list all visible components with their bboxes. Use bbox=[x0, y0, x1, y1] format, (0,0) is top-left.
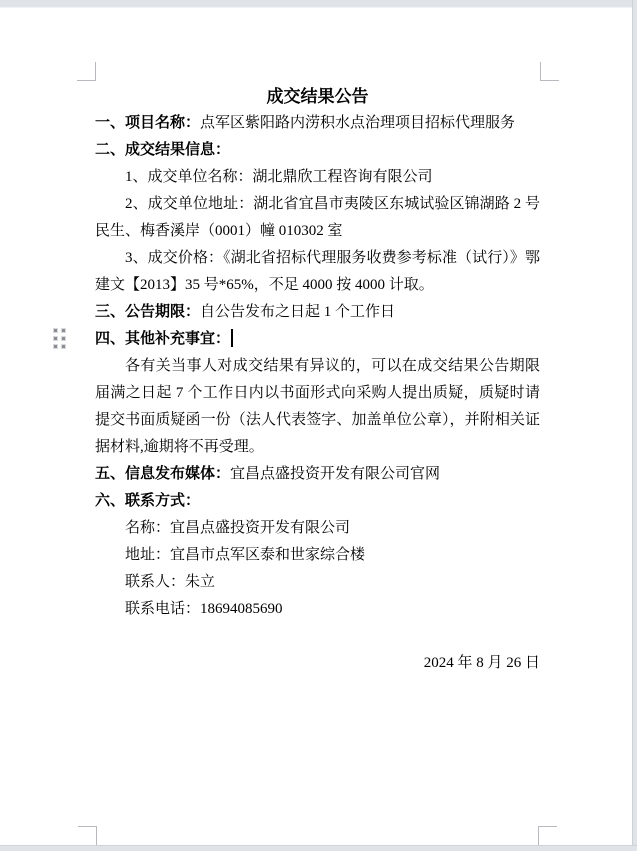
paragraph-contact-address[interactable] bbox=[95, 542, 540, 569]
paragraph-winner-address[interactable] bbox=[95, 191, 540, 245]
paragraph-drag-handle-icon[interactable] bbox=[54, 329, 65, 348]
drag-dot bbox=[54, 329, 57, 332]
section-text: 点军区紫阳路内涝积水点治理项目招标代理服务 bbox=[200, 115, 516, 131]
section-text: 自公告发布之日起 1 个工作日 bbox=[200, 304, 396, 320]
paragraph-contact-person[interactable] bbox=[95, 569, 540, 596]
paragraph-objection-instructions[interactable] bbox=[95, 353, 540, 461]
section-text: 联系电话：18694085690 bbox=[125, 601, 283, 617]
section-label: 二、成交结果信息： bbox=[95, 142, 231, 158]
drag-dot bbox=[54, 337, 57, 340]
section-text: 地址：宜昌市点军区泰和世家综合楼 bbox=[125, 547, 366, 563]
drag-dot bbox=[54, 345, 57, 348]
section-label: 四、其他补充事宜： bbox=[95, 331, 231, 347]
document-date[interactable]: 2024 年 8 月 26 日 bbox=[423, 655, 540, 671]
section-text: 1、成交单位名称：湖北鼎欣工程咨询有限公司 bbox=[125, 169, 433, 185]
paragraph-contact-heading[interactable] bbox=[95, 488, 540, 515]
paragraph-deal-price[interactable] bbox=[95, 245, 540, 299]
section-label: 一、项目名称： bbox=[95, 115, 201, 131]
paragraph-winner-name[interactable] bbox=[95, 164, 540, 191]
paragraph-project-name[interactable] bbox=[95, 110, 540, 137]
top-chrome-band bbox=[0, 0, 637, 8]
paragraph-result-info-heading[interactable] bbox=[95, 137, 540, 164]
paragraph-contact-phone[interactable] bbox=[95, 596, 540, 623]
text-boundary-mark-top-left bbox=[77, 62, 96, 81]
text-caret bbox=[231, 329, 233, 347]
section-text: 3、成交价格：《湖北省招标代理服务收费参考标准（试行）》鄂建文【2013】35 号*65%，不足 4000 按 4000 计取。 bbox=[95, 250, 540, 293]
section-label: 六、联系方式： bbox=[95, 493, 201, 509]
document-content[interactable] bbox=[95, 83, 540, 677]
section-label: 五、信息发布媒体： bbox=[95, 466, 231, 482]
section-text: 名称：宜昌点盛投资开发有限公司 bbox=[125, 520, 351, 536]
bottom-chrome-band bbox=[0, 845, 637, 851]
section-text: 联系人：朱立 bbox=[125, 574, 216, 590]
paragraph-contact-name[interactable] bbox=[95, 515, 540, 542]
paragraph-publish-media[interactable] bbox=[95, 461, 540, 488]
section-text: 2、成交单位地址：湖北省宜昌市夷陵区东城试验区锦湖路 2 号民生、梅香溪岸（0001）幢 010302 室 bbox=[95, 196, 540, 239]
right-chrome-strip bbox=[632, 0, 637, 851]
drag-dot bbox=[62, 337, 65, 340]
text-boundary-mark-bottom-left bbox=[78, 826, 97, 845]
text-boundary-mark-top-right bbox=[540, 62, 559, 81]
drag-dot bbox=[62, 345, 65, 348]
drag-dot bbox=[62, 329, 65, 332]
section-label: 三、公告期限： bbox=[95, 304, 201, 320]
paragraph-other-matters-heading[interactable] bbox=[95, 326, 540, 353]
paragraph-announcement-period[interactable] bbox=[95, 299, 540, 326]
section-text: 宜昌点盛投资开发有限公司官网 bbox=[230, 466, 441, 482]
document-title[interactable]: 成交结果公告 bbox=[266, 87, 369, 106]
text-boundary-mark-bottom-right bbox=[538, 826, 557, 845]
section-text: 各有关当事人对成交结果有异议的，可以在成交结果公告期限届满之日起 7 个工作日内以书面形式向采购人提出质疑，质疑时请提交书面质疑函一份（法人代表签字、加盖单位公章），并附相关证据材料,逾期将不再受理。 bbox=[95, 358, 540, 455]
